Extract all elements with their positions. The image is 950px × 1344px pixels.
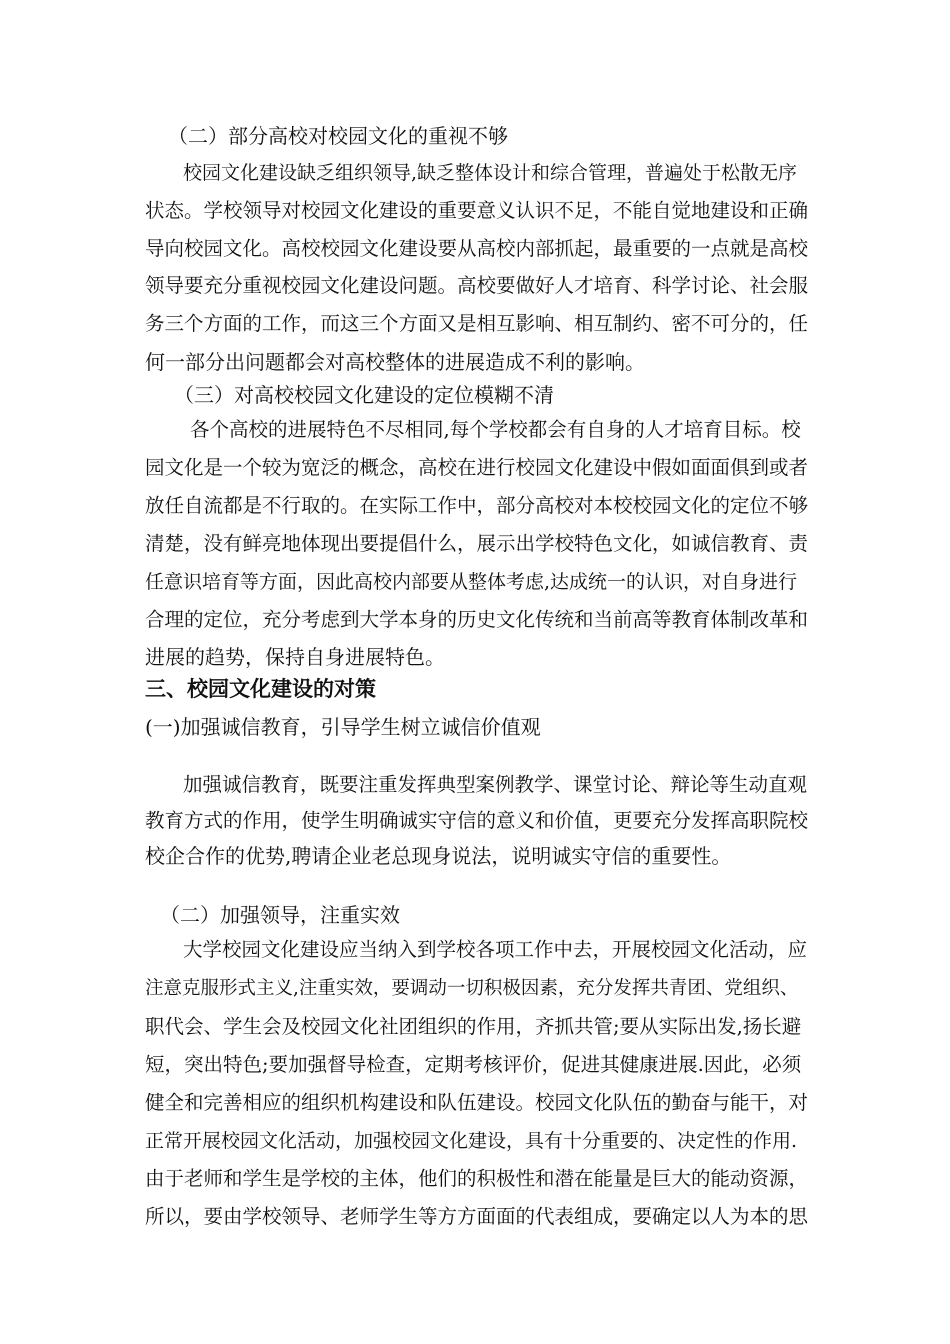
paragraph-line: 注意克服形式主义,注重实效，要调动一切积极因素，充分发挥共青团、党组织、 <box>145 978 799 999</box>
paragraph-line: 职代会、学生会及校园文化社团组织的作用，齐抓共管;要从实际出发,扬长避 <box>145 1015 802 1038</box>
paragraph-line: 教育方式的作用，使学生明确诚实守信的意义和价值，更要充分发挥高职院校 <box>145 809 809 832</box>
paragraph-line: 短，突出特色;要加强督导检查，定期考核评价，促进其健康进展.因此，必须 <box>145 1053 802 1076</box>
paragraph-line: 务三个方面的工作，而这三个方面又是相互影响、相互制约、密不可分的，任 <box>145 312 809 335</box>
paragraph-line: 清楚，没有鲜亮地体现出要提倡什么，展示出学校特色文化，如诚信教育、责 <box>145 532 809 555</box>
paragraph-line: 合理的定位，充分考虑到大学本身的历史文化传统和当前高等教育体制改革和 <box>145 608 809 631</box>
paragraph-line: 导向校园文化。高校校园文化建设要从高校内部抓起，最重要的一点就是高校 <box>145 237 809 260</box>
paragraph-line: 校企合作的优势,聘请企业老总现身说法，说明诚实守信的重要性。 <box>145 844 732 868</box>
measure-heading-1: (一)加强诚信教育，引导学生树立诚信价值观 <box>145 715 541 739</box>
paragraph-line: 所以，要由学校领导、老师学生等方方面面的代表组成，要确定以人为本的思 <box>145 1205 809 1228</box>
measure-heading-2: （二）加强领导，注重实效 <box>160 903 400 927</box>
paragraph-line: 由于老师和学生是学校的主体，他们的积极性和潜在能量是巨大的能动资源， <box>145 1167 809 1190</box>
paragraph-line: 何一部分出问题都会对高校整体的进展造成不利的影响。 <box>145 350 645 374</box>
paragraph-line: 大学校园文化建设应当纳入到学校各项工作中去，开展校园文化活动，应 <box>183 938 808 961</box>
paragraph-line: 健全和完善相应的组织机构建设和队伍建设。校园文化队伍的勤奋与能干，对 <box>145 1091 809 1114</box>
paragraph-line: 园文化是一个较为宽泛的概念，高校在进行校园文化建设中假如面面俱到或者 <box>145 456 809 479</box>
part-title: 三、校园文化建设的对策 <box>145 677 376 701</box>
paragraph-line: 正常开展校园文化活动，加强校园文化建设，具有十分重要的、决定性的作用. <box>145 1130 798 1152</box>
section-heading-3: （三）对高校校园文化建设的定位模糊不清 <box>174 383 554 407</box>
paragraph-line: 进展的趋势，保持自身进展特色。 <box>145 645 445 669</box>
paragraph-line: 放任自流都是不行取的。在实际工作中，部分高校对本校校园文化的定位不够 <box>145 494 809 517</box>
paragraph-line: 各个高校的进展特色不尽相同,每个学校都会有自身的人才培育目标。校 <box>190 418 801 441</box>
paragraph-line: 状态。学校领导对校园文化建设的重要意义认识不足，不能自觉地建设和正确 <box>145 199 809 222</box>
paragraph-line: 领导要充分重视校园文化建设问题。高校要做好人才培育、科学讨论、社会服 <box>145 274 809 297</box>
paragraph-line: 加强诚信教育，既要注重发挥典型案例教学、课堂讨论、辩论等生动直观 <box>183 773 808 796</box>
section-heading-2: （二）部分高校对校园文化的重视不够 <box>168 124 508 148</box>
paragraph-line: 任意识培育等方面，因此高校内部要从整体考虑,达成统一的认识，对自身进行 <box>145 571 798 593</box>
paragraph-line: 校园文化建设缺乏组织领导,缺乏整体设计和综合管理，普遍处于松散无序 <box>183 162 798 184</box>
